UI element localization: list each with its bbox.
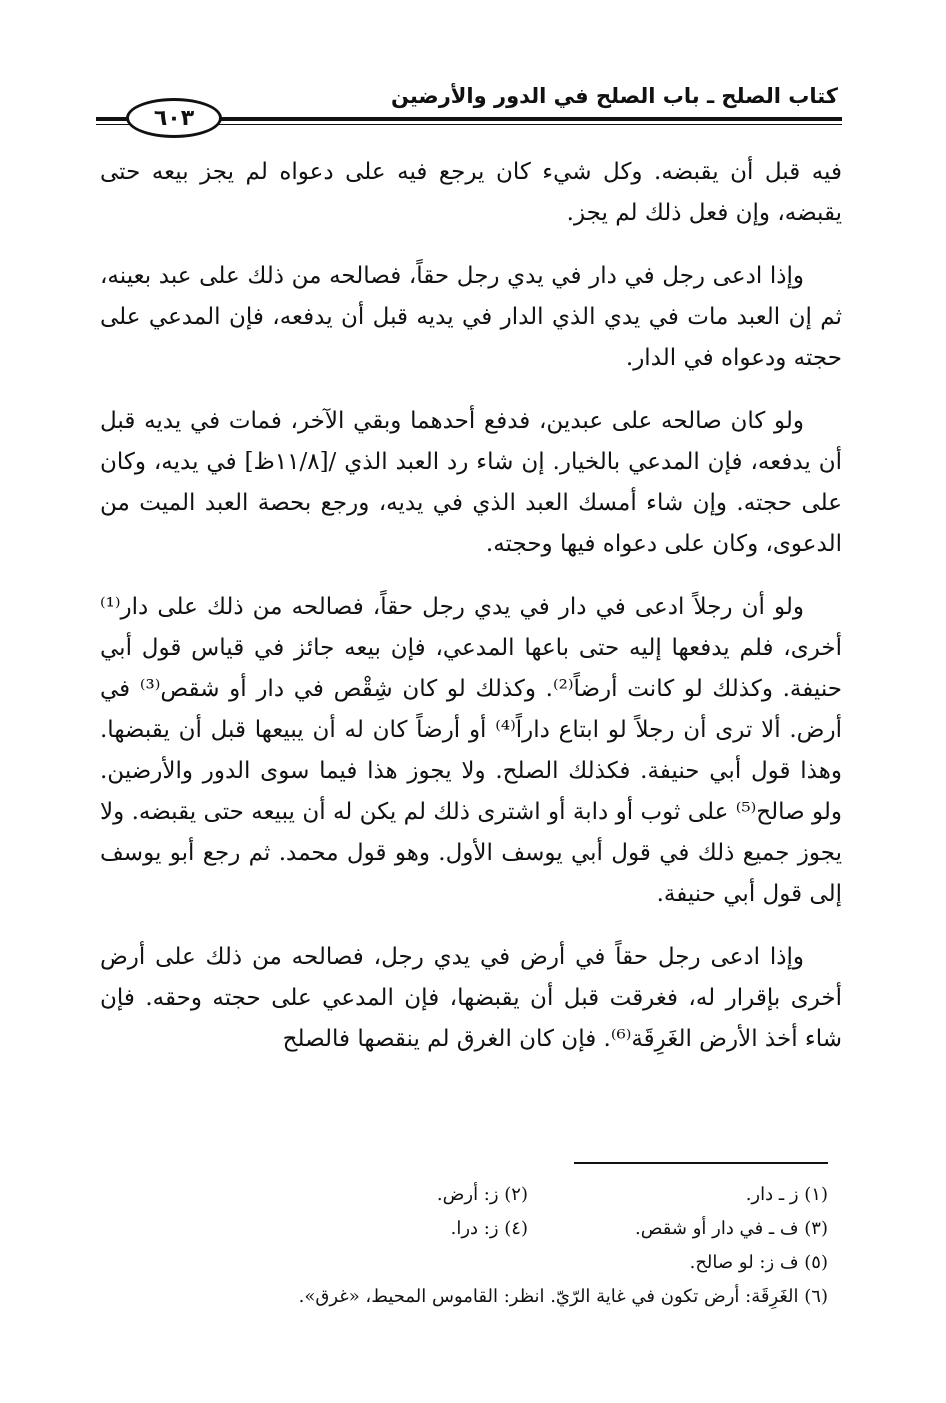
paragraph: فيه قبل أن يقبضه. وكل شيء كان يرجع فيه على دعواه لم يجز بيعه حتى يقبضه، وإن فعل ذلك لم يجز. — [100, 159, 842, 226]
footnotes — [100, 1178, 828, 1314]
footnote-1: (١) ز ـ دار. — [745, 1184, 828, 1205]
footnote-row — [100, 1212, 828, 1246]
footnote-4: (٤) ز: درا. — [450, 1218, 528, 1239]
paragraph: ولو أن رجلاً ادعى في دار في يدي رجل حقاً، فصالحه من ذلك على دار⁽¹⁾ أخرى، فلم يدفعها إليه حتى باعها المدعي، فإن بيعه جائز في قياس قول أبي حنيفة. وكذلك لو كانت أرضاً⁽²⁾. وكذلك لو كان شِقْص في دار أو شقص⁽³⁾ في أرض. ألا ترى أن رجلاً لو ابتاع داراً⁽⁴⁾ أو أرضاً كان له أن يبيعها قبل أن يقبضها. وهذا قول أبي حنيفة. فكذلك الصلح. ولا يجوز هذا فيما سوى الدور والأرضين. ولو صالح⁽⁵⁾ على ثوب أو دابة أو اشترى ذلك لم يكن له أن يبيعه حتى يقبضه. ولا يجوز جميع ذلك في قول أبي يوسف الأول. وهو قول محمد. ثم رجع أبو يوسف إلى قول أبي حنيفة. — [100, 594, 842, 907]
footnote-row — [100, 1178, 828, 1212]
page-number-frame — [126, 98, 222, 138]
paragraph: وإذا ادعى رجل حقاً في أرض في يدي رجل، فصالحه من ذلك على أرض أخرى بإقرار له، فغرقت قبل أن يقبضها، فإن المدعي على حجته وحقه. فإن شاء أخذ الأرض الغَرِقَة⁽⁶⁾. فإن كان الغرق لم ينقصها فالصلح — [100, 944, 842, 1052]
footnote-2: (٢) ز: أرض. — [436, 1184, 528, 1205]
footnote-3: (٣) ف ـ في دار أو شقص. — [635, 1218, 828, 1239]
paragraph: وإذا ادعى رجل في دار في يدي رجل حقاً، فصالحه من ذلك على عبد بعينه، ثم إن العبد مات في يدي الذي الدار في يديه قبل أن يدفعه، فإن المدعي على حجته ودعواه في الدار. — [100, 263, 842, 371]
running-title: كتاب الصلح ـ باب الصلح في الدور والأرضين — [390, 84, 838, 108]
footnote-6: (٦) الغَرِقَة: أرض تكون في غاية الرّيّ. انظر: القاموس المحيط، «غرق». — [298, 1286, 828, 1307]
footnote-separator — [574, 1162, 828, 1164]
page-number: ٦٠٣ — [153, 105, 195, 131]
footnote-5: (٥) ف ز: لو صالح. — [689, 1252, 828, 1273]
main-text — [100, 152, 842, 1082]
paragraph: ولو كان صالحه على عبدين، فدفع أحدهما وبقي الآخر، فمات في يديه قبل أن يدفعه، فإن المدعي بالخيار. إن شاء رد العبد الذي /[١١/٨ظ] في يديه، وكان على حجته. وإن شاء أمسك العبد الذي في يديه، ورجع بحصة العبد الميت من الدعوى، وكان على دعواه فيها وحجته. — [100, 408, 842, 557]
